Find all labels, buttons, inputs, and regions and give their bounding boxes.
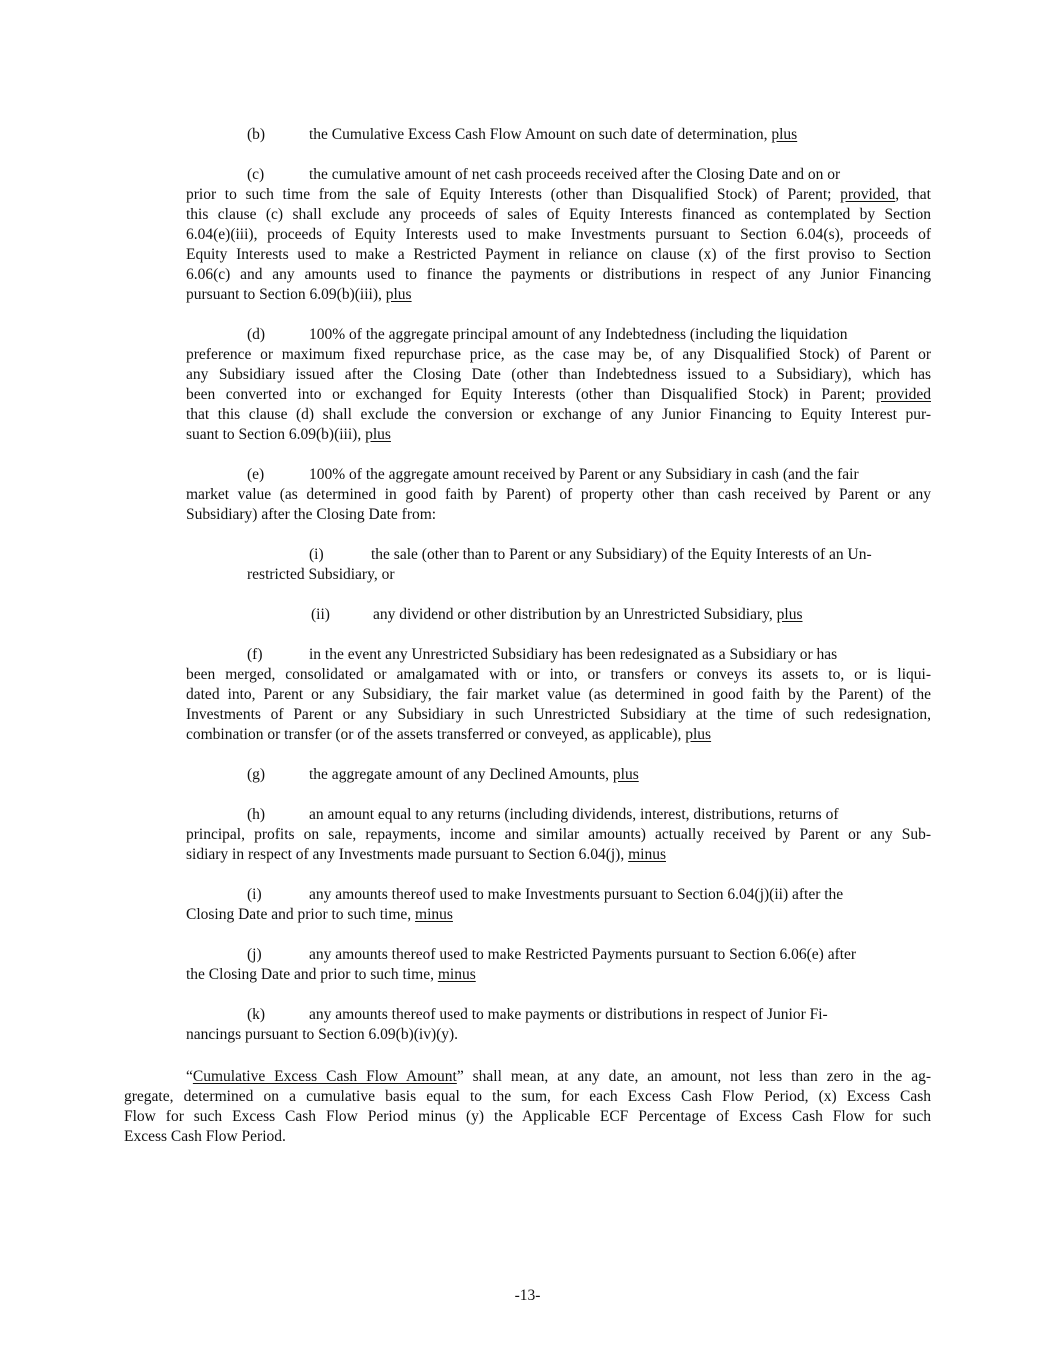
clause-label: (f) bbox=[247, 646, 263, 663]
plus-term: plus bbox=[771, 126, 798, 143]
clause-label: (b) bbox=[247, 126, 266, 143]
clause-k: (k) any amounts thereof used to make payments or distributions in respect of Junior Fi- nancings pursuant to Section 6.09(b)(iv)(y). bbox=[186, 1006, 828, 1043]
minus-term: minus bbox=[628, 846, 666, 863]
clause-h: (h) an amount equal to any returns (including dividends, interest, distributions, returns of principal, profits on sale, repayments, income and similar amounts) actually received by Parent or any Sub- sidiary in respect of any Investments made pursuant to Section 6.04(j), minus bbox=[186, 806, 931, 863]
clause-c: (c) the cumulative amount of net cash proceeds received after the Closing Date and on or prior to such time from the sale of Equity Interests (other than Disqualified Stock) of Parent; provided, that this clause (c) shall exclude any proceeds of sales of Equity Interests financed as contemplated by Section 6.04(e)(iii), proceeds of Equity Interests used to make Investments pursuant to Section 6.04(s), proceeds of Equity Interests used to make a Restricted Payment in reliance on clause (x) of the first proviso to Section 6.06(c) and any amounts used to finance the payments or distributions in respect of any Junior Financing pursuant to Section 6.09(b)(iii), plus bbox=[186, 166, 931, 303]
clause-e-ii: (ii) any dividend or other distribution by an Unrestricted Subsidiary, plus bbox=[311, 606, 803, 623]
clause-label: (e) bbox=[247, 466, 265, 483]
clause-b: (b) the Cumulative Excess Cash Flow Amount on such date of determination, plus bbox=[247, 126, 798, 143]
provided-term: provided bbox=[840, 186, 896, 203]
plus-term: plus bbox=[612, 766, 639, 783]
clause-label: (j) bbox=[247, 946, 262, 963]
minus-term: minus bbox=[437, 966, 476, 983]
plus-term: plus bbox=[685, 726, 712, 743]
clause-f: (f) in the event any Unrestricted Subsidiary has been redesignated as a Subsidiary or has been merged, consolidated or amalgamated with or into, or transfers or conveys its assets to, or is liqui- dated into, Parent or any Subsidiary, the fair market value (as determined in good faith by the Parent) of the Investments of Parent or any Subsidiary in such Unrestricted Subsidiary at the time of such redesignation, combination or transfer (or of the assets transferred or conveyed, as applicable), plus bbox=[186, 646, 931, 743]
clause-label: (h) bbox=[247, 806, 266, 823]
clause-label: (d) bbox=[247, 326, 266, 343]
plus-term: plus bbox=[385, 286, 412, 303]
clause-label: (i) bbox=[309, 546, 324, 563]
clause-j: (j) any amounts thereof used to make Restricted Payments pursuant to Section 6.06(e) after the Closing Date and prior to such time, minus bbox=[186, 946, 857, 983]
clause-d: (d) 100% of the aggregate principal amount of any Indebtedness (including the liquidation preference or maximum fixed repurchase price, as the case may be, of any Disqualified Stock) of Parent or any Subsidiary issued after the Closing Date (other than Indebtedness issued to a Subsidiary), which has been converted into or exchanged for Equity Interests (other than Disqualified Stock) in Parent; provided that this clause (d) shall exclude the conversion or exchange of any Junior Financing to Equity Interest pur- suant to Section 6.09(b)(iii), plus bbox=[186, 326, 931, 443]
clause-e: (e) 100% of the aggregate amount received by Parent or any Subsidiary in cash (and the fair market value (as determined in good faith by Parent) of property other than cash received by Parent or any Subsidiary) after the Closing Date from: bbox=[186, 466, 931, 523]
provided-term: provided bbox=[875, 386, 931, 403]
clause-e-i: (i) the sale (other than to Parent or any Subsidiary) of the Equity Interests of an Un- restricted Subsidiary, or bbox=[247, 546, 872, 583]
clause-label: (g) bbox=[247, 766, 266, 783]
plus-term: plus bbox=[776, 606, 803, 623]
clause-label: (k) bbox=[247, 1006, 266, 1023]
clause-g: (g) the aggregate amount of any Declined Amounts, plus bbox=[247, 766, 639, 783]
defined-term: Cumulative Excess Cash Flow Amount bbox=[192, 1068, 457, 1085]
clause-i: (i) any amounts thereof used to make Investments pursuant to Section 6.04(j)(ii) after the Closing Date and prior to such time, minus bbox=[186, 886, 844, 923]
clause-label: (c) bbox=[247, 166, 265, 183]
plus-term: plus bbox=[365, 426, 391, 443]
page-number: -13- bbox=[514, 1287, 541, 1304]
minus-term: minus bbox=[415, 906, 453, 923]
definition-paragraph: “Cumulative Excess Cash Flow Amount” shall mean, at any date, an amount, not less than zero in the ag- gregate, determined on a cumulative basis equal to the sum, for each Excess Cash Flow Period, (x) Excess Cash Flow for such Excess Cash Flow Period minus (y) the Applicable ECF Percentage of Excess Cash Flow for such Excess Cash Flow Period. bbox=[124, 1068, 931, 1145]
clause-label: (i) bbox=[247, 886, 262, 903]
clause-label: (ii) bbox=[311, 606, 330, 623]
